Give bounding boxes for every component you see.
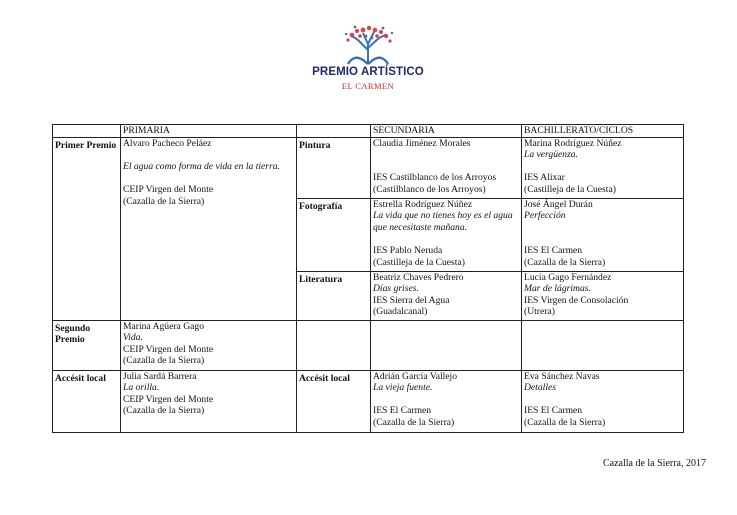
work-title: El agua como forma de vida en la tierra. [123, 160, 280, 172]
school-town: (Cazalla de la Sierra) [373, 416, 455, 428]
school-town: (Cazalla de la Sierra) [123, 355, 205, 367]
header-primaria: PRIMARIA [121, 125, 297, 138]
segundo-premio-primaria-cell [121, 320, 297, 370]
work-title: Días grises. [373, 283, 419, 295]
empty-cell [371, 320, 522, 370]
winner-name: Eva Sánchez Navas [524, 370, 600, 382]
work-title: La vergüenza. [524, 149, 579, 161]
header-row [53, 125, 684, 138]
header-bachillerato: BACHILLERATO/CICLOS [522, 125, 684, 138]
school-town: (Cazalla de la Sierra) [524, 416, 606, 428]
awards-table [52, 124, 684, 433]
school-name: IES El Carmen [524, 244, 583, 256]
pintura-bachillerato-cell [522, 137, 684, 198]
school-name: IES El Carmen [373, 405, 432, 417]
literatura-bachillerato-cell [522, 271, 684, 320]
accesit-primaria-cell [121, 370, 297, 432]
table-row [53, 137, 684, 198]
category-pintura: Pintura [297, 137, 371, 198]
school-name: IES Sierra del Agua [373, 294, 450, 306]
school-town: (Castilleja de la Cuesta) [373, 256, 465, 268]
accesit-secundaria-cell [371, 370, 522, 432]
work-title: Mar de lágrimas. [524, 283, 591, 295]
winner-name: José Ángel Durán [524, 198, 593, 210]
row-label-accesit-local: Accésit local [53, 370, 121, 432]
table-row [53, 370, 684, 432]
school-name: IES Pablo Neruda [373, 244, 443, 256]
category-fotografia: Fotografía [297, 198, 371, 271]
school-name: IES Alixar [524, 172, 565, 184]
header-empty-cell [297, 125, 371, 138]
empty-cell [297, 320, 371, 370]
category-accesit-local: Accésit local [297, 370, 371, 432]
school-name: CEIP Virgen del Monte [123, 393, 214, 405]
school-name: IES Virgen de Consolación [524, 294, 629, 306]
school-town: (Castilblanco de los Arroyos) [373, 183, 486, 195]
pintura-secundaria-cell [371, 137, 522, 198]
winner-name: Alvaro Pacheco Peláez [123, 137, 212, 149]
winner-name: Claudia Jiménez Morales [373, 137, 471, 149]
tree-hands-icon [308, 24, 428, 68]
fotografia-secundaria-cell [371, 198, 522, 271]
school-town: (Utrera) [524, 306, 555, 318]
work-title: La vieja fuente. [373, 382, 433, 394]
primer-premio-primaria-cell [121, 137, 297, 320]
school-town: (Cazalla de la Sierra) [123, 195, 205, 207]
empty-cell [522, 320, 684, 370]
school-name: CEIP Virgen del Monte [123, 183, 214, 195]
work-title: Vida. [123, 332, 143, 344]
work-title: Detalles [524, 382, 556, 394]
header-secundaria: SECUNDARIA [371, 125, 522, 138]
work-title: La vida que no tienes hoy es el agua que necesitaste mañana. [373, 210, 513, 233]
school-name: IES Castilblanco de los Arroyos [373, 172, 497, 184]
winner-name: Estrella Rodríguez Núñez [373, 198, 473, 210]
logo-subtitle: EL CARMEN [341, 81, 395, 91]
winner-name: Marina Rodríguez Núñez [524, 137, 622, 149]
school-town: (Guadalcanal) [373, 306, 428, 318]
winner-name: Lucía Gago Fernández [524, 271, 612, 283]
school-town: (Cazalla de la Sierra) [123, 405, 205, 417]
logo-title: PREMIO ARTÍSTICO [312, 66, 424, 78]
row-label-segundo-premio: Segundo Premio [53, 320, 121, 370]
category-literatura: Literatura [297, 271, 371, 320]
winner-name: Marina Agüera Gago [123, 320, 204, 332]
winner-name: Julia Sardá Barrera [123, 370, 197, 382]
accesit-bachillerato-cell [522, 370, 684, 432]
school-name: CEIP Virgen del Monte [123, 343, 214, 355]
school-name: IES El Carmen [524, 405, 583, 417]
table-row [53, 320, 684, 370]
literatura-secundaria-cell [371, 271, 522, 320]
header-empty-cell [53, 125, 121, 138]
logo [308, 24, 428, 96]
footer-place-date: Cazalla de la Sierra, 2017 [602, 458, 706, 469]
school-town: (Cazalla de la Sierra) [524, 256, 606, 268]
winner-name: Adrián García Vallejo [373, 370, 458, 382]
winner-name: Beatriz Chaves Pedrero [373, 271, 464, 283]
school-town: (Castilleja de la Cuesta) [524, 183, 616, 195]
fotografia-bachillerato-cell [522, 198, 684, 271]
row-label-primer-premio: Primer Premio [53, 137, 121, 320]
work-title: Perfección [524, 210, 566, 222]
work-title: La orilla. [123, 382, 160, 394]
